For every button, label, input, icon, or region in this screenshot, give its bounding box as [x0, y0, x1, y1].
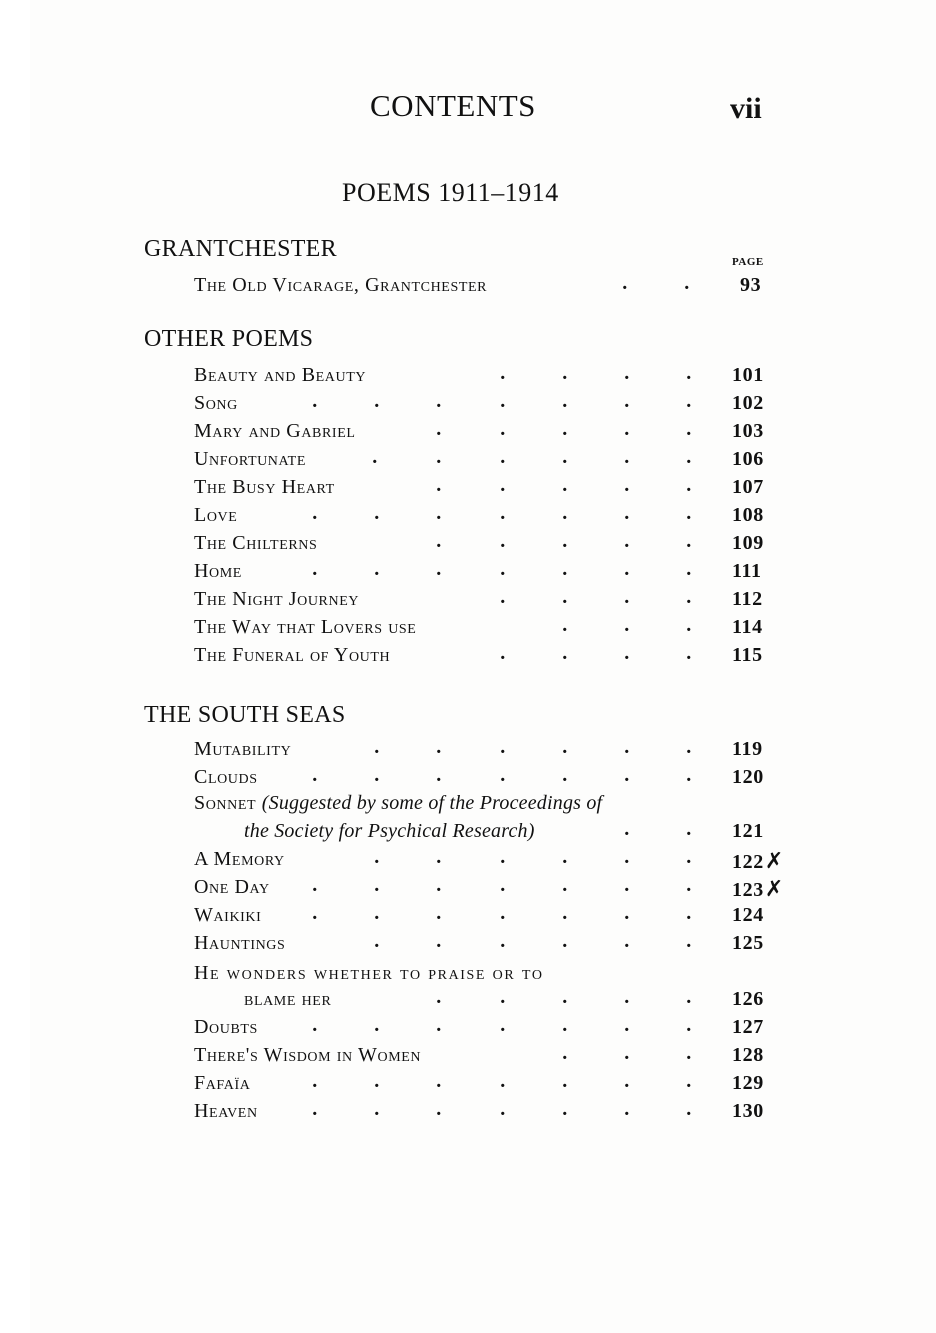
toc-entry [194, 766, 774, 792]
leader-dot: . [686, 614, 692, 636]
leader-dot: . [686, 558, 692, 580]
toc-entry-page: 107 [732, 476, 764, 498]
leader-dot: . [312, 502, 318, 524]
toc-entry-title: Love [194, 504, 238, 526]
leader-dot: . [624, 846, 630, 868]
toc-entry-subtitle: the Society for Psychical Research) [244, 820, 535, 842]
leader-dot: . [374, 1014, 380, 1036]
leader-dot: . [686, 642, 692, 664]
leader-dot: . [500, 586, 506, 608]
leader-dot: . [624, 818, 630, 840]
leader-dot: . [500, 362, 506, 384]
leader-dot: . [500, 930, 506, 952]
toc-entry-page-number: 123 [732, 879, 764, 901]
leader-dot: . [500, 502, 506, 524]
group-title-grantchester: GRANTCHESTER [144, 236, 337, 262]
leader-dot: . [436, 390, 442, 412]
leader-dot: . [500, 530, 506, 552]
toc-entry-page: 121 [732, 820, 764, 842]
leader-dot: . [562, 846, 568, 868]
toc-entry-page: 126 [732, 988, 764, 1010]
toc-entry [194, 274, 774, 300]
handwritten-cross-mark: ✗ [764, 848, 784, 873]
leader-dot: . [624, 642, 630, 664]
toc-entry [194, 1100, 774, 1126]
leader-dot: . [436, 530, 442, 552]
leader-dot: . [562, 390, 568, 412]
toc-entry [194, 476, 774, 502]
toc-entry [194, 420, 774, 446]
toc-entry-title: The Night Journey [194, 588, 360, 610]
toc-entry-page: 106 [732, 448, 764, 470]
toc-entry-page: 103 [732, 420, 764, 442]
toc-entry-title: Fafaïa [194, 1072, 251, 1094]
leader-dot: . [686, 1098, 692, 1120]
toc-entry-page: 128 [732, 1044, 764, 1066]
toc-entry [194, 504, 774, 530]
leader-dot: . [500, 846, 506, 868]
toc-entry-title: Heaven [194, 1100, 258, 1122]
leader-dot: . [312, 1098, 318, 1120]
toc-entry-title: The Busy Heart [194, 476, 335, 498]
leader-dot: . [312, 558, 318, 580]
leader-dot: . [562, 418, 568, 440]
toc-entry-page [732, 876, 784, 902]
leader-dot: . [624, 1070, 630, 1092]
leader-dot: . [374, 1070, 380, 1092]
leader-dot: . [624, 390, 630, 412]
leader-dot: . [500, 1014, 506, 1036]
toc-entry-page-number: 122 [732, 851, 764, 873]
toc-entry [194, 560, 774, 586]
toc-entry-title: He wonders whether to praise or to [194, 962, 544, 984]
leader-dot: . [500, 764, 506, 786]
leader-dot: . [562, 902, 568, 924]
leader-dot: . [686, 764, 692, 786]
leader-dot: . [624, 502, 630, 524]
toc-entry-title: Hauntings [194, 932, 286, 954]
toc-entry-title: There's Wisdom in Women [194, 1044, 422, 1066]
toc-entry-title: Unfortunate [194, 448, 306, 470]
toc-entry [194, 904, 774, 930]
toc-entry [194, 1044, 774, 1070]
leader-dot: . [374, 902, 380, 924]
toc-entry-title: Waikiki [194, 904, 262, 926]
leader-dot: . [500, 902, 506, 924]
leader-dot: . [500, 736, 506, 758]
toc-entry-page: 102 [732, 392, 764, 414]
toc-entry [194, 644, 774, 670]
toc-entry-title: Mutability [194, 738, 292, 760]
leader-dot: . [312, 390, 318, 412]
leader-dot: . [312, 764, 318, 786]
toc-entry-cont [194, 988, 774, 1014]
leader-dot: . [624, 418, 630, 440]
leader-dot: . [562, 530, 568, 552]
toc-entry-page: 119 [732, 738, 763, 760]
leader-dot: . [562, 1042, 568, 1064]
leader-dot: . [686, 736, 692, 758]
toc-entry-title [194, 792, 602, 815]
leader-dot: . [686, 874, 692, 896]
leader-dot: . [374, 930, 380, 952]
leader-dot: . [374, 736, 380, 758]
leader-dot: . [562, 586, 568, 608]
leader-dot: . [686, 818, 692, 840]
leader-dot: . [686, 446, 692, 468]
leader-dot: . [686, 530, 692, 552]
leader-dot: . [686, 586, 692, 608]
leader-dot: . [624, 764, 630, 786]
toc-entry-page: 93 [740, 274, 762, 296]
leader-dot: . [624, 1098, 630, 1120]
leader-dot: . [500, 1098, 506, 1120]
toc-entry [194, 738, 774, 764]
leader-dot: . [686, 1070, 692, 1092]
leader-dot: . [312, 874, 318, 896]
toc-entry-page: 101 [732, 364, 764, 386]
toc-entry-page: 112 [732, 588, 763, 610]
leader-dot: . [624, 874, 630, 896]
leader-dot: . [562, 362, 568, 384]
toc-entry-page [732, 848, 784, 874]
toc-entry-page: 125 [732, 932, 764, 954]
leader-dot: . [562, 930, 568, 952]
leader-dot: . [562, 874, 568, 896]
leader-dot: . [624, 474, 630, 496]
leader-dot: . [624, 586, 630, 608]
leader-dot: . [686, 902, 692, 924]
leader-dot: . [624, 558, 630, 580]
toc-entry [194, 588, 774, 614]
leader-dot: . [372, 446, 378, 468]
group-title-south-seas: THE SOUTH SEAS [144, 702, 346, 728]
leader-dot: . [500, 986, 506, 1008]
leader-dot: . [562, 764, 568, 786]
leader-dot: . [436, 446, 442, 468]
leader-dot: . [686, 390, 692, 412]
toc-entry-sonnet [194, 792, 774, 818]
toc-entry-page: 115 [732, 644, 763, 666]
toc-entry-page: 109 [732, 532, 764, 554]
toc-entry-page: 120 [732, 766, 764, 788]
toc-entry-page: 114 [732, 616, 763, 638]
leader-dot: . [500, 642, 506, 664]
leader-dot: . [436, 930, 442, 952]
handwritten-cross-mark: ✗ [764, 876, 784, 901]
leader-dot: . [436, 502, 442, 524]
leader-dot: . [562, 736, 568, 758]
leader-dot: . [562, 446, 568, 468]
leader-dot: . [624, 986, 630, 1008]
toc-entry-title: Doubts [194, 1016, 258, 1038]
leader-dot: . [436, 736, 442, 758]
leader-dot: . [436, 846, 442, 868]
toc-entry-title: The Old Vicarage, Grantchester [194, 274, 488, 296]
toc-entry-page: 130 [732, 1100, 764, 1122]
leader-dot: . [622, 272, 628, 294]
leader-dot: . [562, 642, 568, 664]
leader-dot: . [436, 418, 442, 440]
leader-dot: . [624, 930, 630, 952]
toc-entry-page: 111 [732, 560, 762, 582]
leader-dot: . [436, 874, 442, 896]
leader-dot: . [374, 846, 380, 868]
leader-dot: . [684, 272, 690, 294]
toc-entry [194, 448, 774, 474]
toc-entry [194, 874, 784, 902]
leader-dot: . [624, 1014, 630, 1036]
leader-dot: . [436, 1098, 442, 1120]
leader-dot: . [562, 986, 568, 1008]
leader-dot: . [312, 1070, 318, 1092]
leader-dot: . [686, 930, 692, 952]
leader-dot: . [562, 1014, 568, 1036]
leader-dot: . [500, 418, 506, 440]
toc-entry-title-cont: blame her [244, 988, 332, 1010]
leader-dot: . [500, 1070, 506, 1092]
toc-entry [194, 1072, 774, 1098]
toc-entry-sonnet-cont [194, 820, 774, 846]
toc-entry [194, 392, 774, 418]
leader-dot: . [374, 558, 380, 580]
toc-entry [194, 932, 774, 958]
leader-dot: . [374, 1098, 380, 1120]
leader-dot: . [562, 1098, 568, 1120]
toc-entry [194, 962, 774, 988]
toc-entry-title: The Funeral of Youth [194, 644, 391, 666]
group-title-other-poems: OTHER POEMS [144, 326, 314, 352]
toc-entry-page: 127 [732, 1016, 764, 1038]
leader-dot: . [500, 474, 506, 496]
toc-entry-title: Home [194, 560, 242, 582]
leader-dot: . [436, 1070, 442, 1092]
toc-entry-title: A Memory [194, 848, 285, 870]
toc-entry-title: Clouds [194, 766, 258, 788]
leader-dot: . [500, 446, 506, 468]
leader-dot: . [374, 764, 380, 786]
leader-dot: . [374, 390, 380, 412]
leader-dot: . [686, 1014, 692, 1036]
leader-dot: . [686, 1042, 692, 1064]
leader-dot: . [624, 902, 630, 924]
toc-entry [194, 616, 774, 642]
toc-entry [194, 532, 774, 558]
toc-entry-title: Song [194, 392, 238, 414]
leader-dot: . [686, 418, 692, 440]
leader-dot: . [436, 902, 442, 924]
leader-dot: . [624, 446, 630, 468]
toc-entry-title-main: Sonnet [194, 792, 257, 814]
toc-entry-title: One Day [194, 876, 270, 898]
leader-dot: . [686, 986, 692, 1008]
toc-entry-title: Beauty and Beauty [194, 364, 367, 386]
page-title: CONTENTS [370, 88, 536, 123]
leader-dot: . [500, 390, 506, 412]
leader-dot: . [436, 474, 442, 496]
toc-entry [194, 364, 774, 390]
toc-entry-title: The Chilterns [194, 532, 318, 554]
leader-dot: . [562, 474, 568, 496]
leader-dot: . [500, 874, 506, 896]
leader-dot: . [624, 362, 630, 384]
leader-dot: . [562, 502, 568, 524]
toc-entry-page: 129 [732, 1072, 764, 1094]
toc-entry-title: The Way that Lovers use [194, 616, 417, 638]
leader-dot: . [686, 846, 692, 868]
toc-entry-page: 124 [732, 904, 764, 926]
leader-dot: . [562, 614, 568, 636]
leader-dot: . [624, 614, 630, 636]
leader-dot: . [312, 902, 318, 924]
leader-dot: . [312, 1014, 318, 1036]
page-column-label: PAGE [732, 256, 764, 268]
leader-dot: . [436, 764, 442, 786]
leader-dot: . [686, 362, 692, 384]
leader-dot: . [624, 1042, 630, 1064]
toc-entry-subtitle: (Suggested by some of the Proceedings of [261, 792, 603, 814]
leader-dot: . [374, 874, 380, 896]
leader-dot: . [374, 502, 380, 524]
leader-dot: . [436, 986, 442, 1008]
toc-entry-page: 108 [732, 504, 764, 526]
toc-entry [194, 1016, 774, 1042]
leader-dot: . [436, 1014, 442, 1036]
leader-dot: . [436, 558, 442, 580]
section-heading: POEMS 1911–1914 [342, 178, 559, 207]
page-number: vii [730, 92, 762, 125]
leader-dot: . [624, 736, 630, 758]
toc-entry-title: Mary and Gabriel [194, 420, 356, 442]
leader-dot: . [686, 502, 692, 524]
leader-dot: . [686, 474, 692, 496]
leader-dot: . [500, 558, 506, 580]
leader-dot: . [562, 1070, 568, 1092]
leader-dot: . [624, 530, 630, 552]
leader-dot: . [562, 558, 568, 580]
toc-entry [194, 846, 784, 874]
